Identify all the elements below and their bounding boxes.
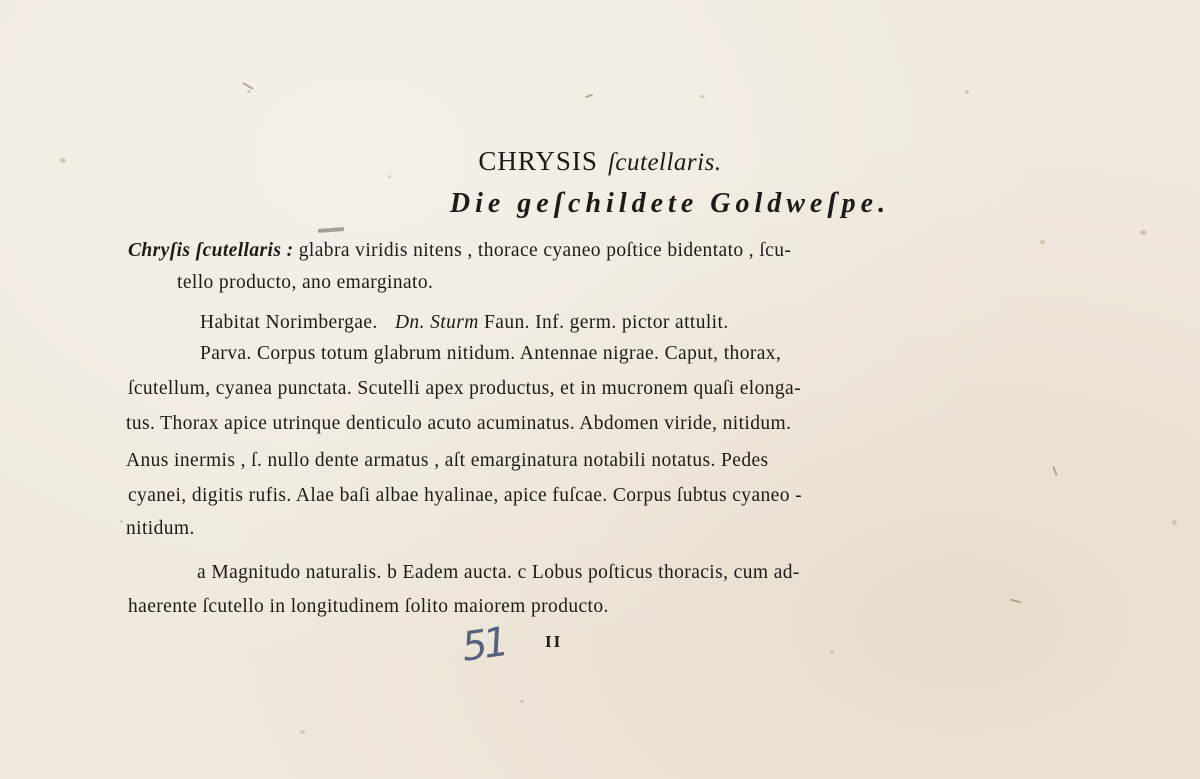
description-line: Parva. Corpus totum glabrum nitidum. Antennae nigrae. Caput, thorax, <box>200 343 782 364</box>
description-line: nitidum. <box>126 518 195 539</box>
figure-caption-line-2: haerente ſcutello in longitudinem ſolito maiorem producto. <box>128 596 609 617</box>
page-title <box>0 146 1200 177</box>
diagnosis-line-1 <box>128 240 791 262</box>
description-line: cyanei, digitis rufis. Alae baſi albae hyalinae, apice fuſcae. Corpus ſubtus cyaneo - <box>128 485 803 506</box>
paper-speck <box>1140 230 1147 235</box>
description-line: ſcutellum, cyanea punctata. Scutelli apex productus, et in mucronem quaſi elonga- <box>128 378 801 399</box>
figure-caption-line-1: a Magnitudo naturalis. b Eadem aucta. c Lobus poſticus thoracis, cum ad- <box>197 562 800 583</box>
paper-speck <box>1172 520 1177 525</box>
page-number: II <box>545 632 563 651</box>
paper-speck <box>1040 240 1045 244</box>
description-line: Anus inermis , ſ. nullo dente armatus , aſt emarginatura notabili notatus. Pedes <box>126 450 769 471</box>
title-genus: CHRYSIS <box>478 146 598 176</box>
paper-speck <box>120 520 123 523</box>
paper-speck <box>247 90 251 93</box>
diagnosis-text: glabra viridis nitens , thorace cyaneo poſtice bidentato , ſcu- <box>298 240 792 261</box>
title-species: ſcutellaris. <box>607 149 722 176</box>
habitat-line <box>200 312 729 334</box>
paper-fiber <box>585 94 593 99</box>
habitat-source: Faun. Inf. germ. pictor attulit. <box>484 312 729 333</box>
paper-speck <box>965 90 969 94</box>
species-name: Chryſis ſcutellaris : <box>128 240 294 261</box>
diagnosis-line-2: tello producto, ano emarginato. <box>177 272 434 293</box>
paper-fiber <box>318 227 344 233</box>
paper-speck <box>520 700 524 703</box>
habitat-author: Dn. Sturm <box>394 312 479 333</box>
paper-speck <box>300 730 305 734</box>
paper-speck <box>830 650 834 653</box>
paper-fiber <box>1052 466 1057 476</box>
paper-fiber <box>242 82 253 90</box>
description-line: tus. Thorax apice utrinque denticulo acuto acuminatus. Abdomen viride, nitidum. <box>126 413 792 434</box>
paper-fiber <box>1010 599 1021 604</box>
paper-speck <box>700 95 705 98</box>
page-subtitle: Die geſchildete Goldweſpe. <box>449 188 891 219</box>
handwritten-number: 51 <box>459 619 508 671</box>
habitat-text: Habitat Norimbergae. <box>200 312 378 333</box>
